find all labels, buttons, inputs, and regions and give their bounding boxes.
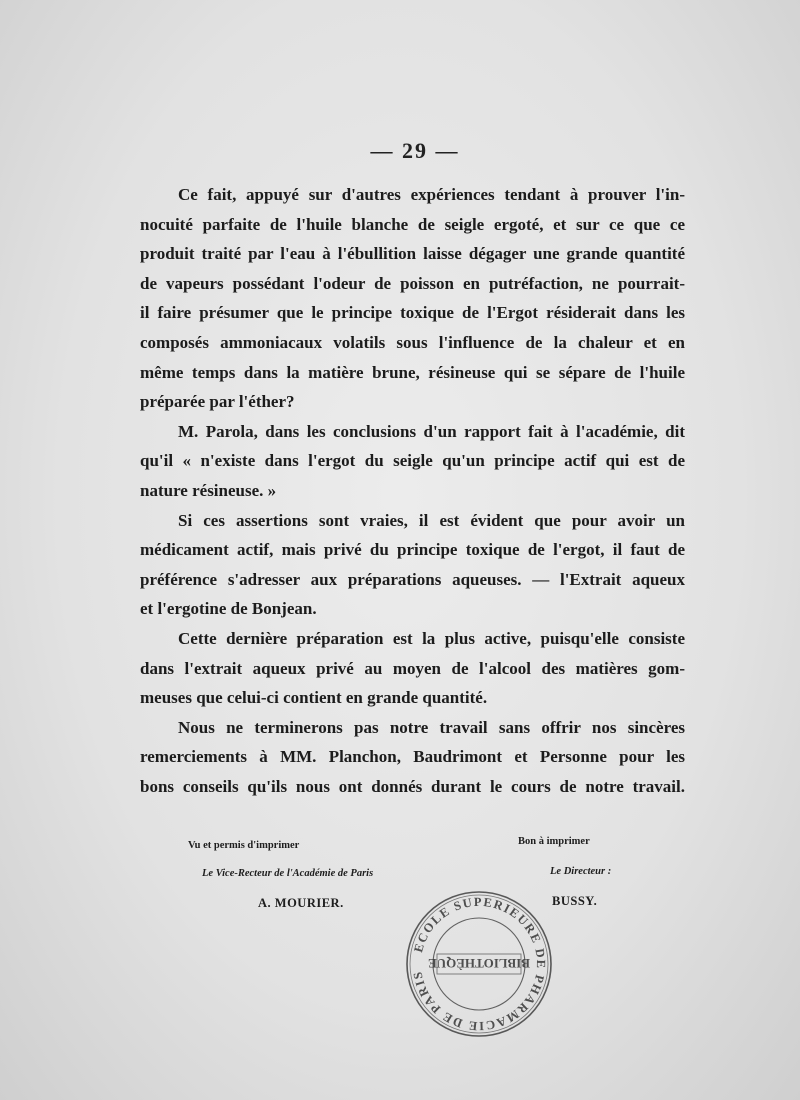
paragraph-line: et l'ergotine de Bonjean.	[140, 599, 317, 619]
paragraph-line: Si ces assertions sont vraies, il est évident que pour avoir un	[178, 510, 685, 530]
signature-block	[0, 832, 800, 1072]
paragraph-line: remerciements à MM. Planchon, Baudrimont et Personne pour les	[140, 747, 685, 767]
paragraph-line: Ce fait, appuyé sur d'autres expériences tendant à prouver l'in-	[178, 185, 685, 204]
paragraph-line: médicament actif, mais privé du principe toxique de l'ergot, il faut de	[140, 540, 685, 560]
paragraph-line: de vapeurs possédant l'odeur de poisson en putréfaction, ne pourrait-	[140, 273, 685, 293]
paragraph-line: Nous ne terminerons pas notre travail sans offrir nos sincères	[178, 717, 685, 737]
stamp-outer-text: ECOLE SUPERIEURE DE PHARMACIE DE PARIS	[410, 894, 549, 1034]
imprimatur-right-label: Bon à imprimer	[518, 836, 590, 847]
paragraph-line: préférence s'adresser aux préparations aqueuses. — l'Extrait aqueux	[140, 569, 685, 589]
body-text	[140, 180, 685, 801]
library-stamp	[403, 888, 555, 1040]
paragraph-line: préparée par l'éther?	[140, 392, 295, 412]
page-number: — 29 —	[370, 138, 460, 163]
stamp-center-text: BIBLIOTHÈQUE	[428, 956, 530, 971]
paragraph-line: nature résineuse. »	[140, 480, 277, 500]
directeur-title: Le Directeur :	[550, 866, 612, 877]
bussy-signature: BUSSY.	[552, 894, 598, 908]
paragraph-line: bons conseils qu'ils nous ont donnés durant le cours de notre travail.	[140, 776, 685, 796]
paragraph-line: produit traité par l'eau à l'ébullition laisse dégager une grande quantité	[140, 244, 685, 264]
paragraph-line: Cette dernière préparation est la plus active, puisqu'elle consiste	[178, 628, 685, 648]
mourier-signature: A. MOURIER.	[258, 896, 344, 910]
paragraph-line: meuses que celui-ci contient en grande quantité.	[140, 688, 488, 708]
paragraph-line: qu'il « n'existe dans l'ergot du seigle qu'un principe actif qui est de	[140, 451, 685, 471]
paragraph-line: M. Parola, dans les conclusions d'un rapport fait à l'académie, dit	[178, 421, 685, 441]
paragraph-line: composés ammoniacaux volatils sous l'influence de la chaleur et en	[140, 332, 685, 352]
paragraph-line: il faire présumer que le principe toxique de l'Ergot résiderait dans les	[140, 303, 685, 323]
vice-recteur-title: Le Vice-Recteur de l'Académie de Paris	[202, 868, 374, 879]
paragraph-line: même temps dans la matière brune, résineuse qui se sépare de l'huile	[140, 362, 685, 382]
paragraph-line: dans l'extrait aqueux privé au moyen de l'alcool des matières gom-	[140, 658, 685, 678]
paragraph-line: nocuité parfaite de l'huile blanche de seigle ergoté, et sur ce que ce	[140, 214, 685, 234]
imprimatur-left-label: Vu et permis d'imprimer	[188, 840, 300, 851]
